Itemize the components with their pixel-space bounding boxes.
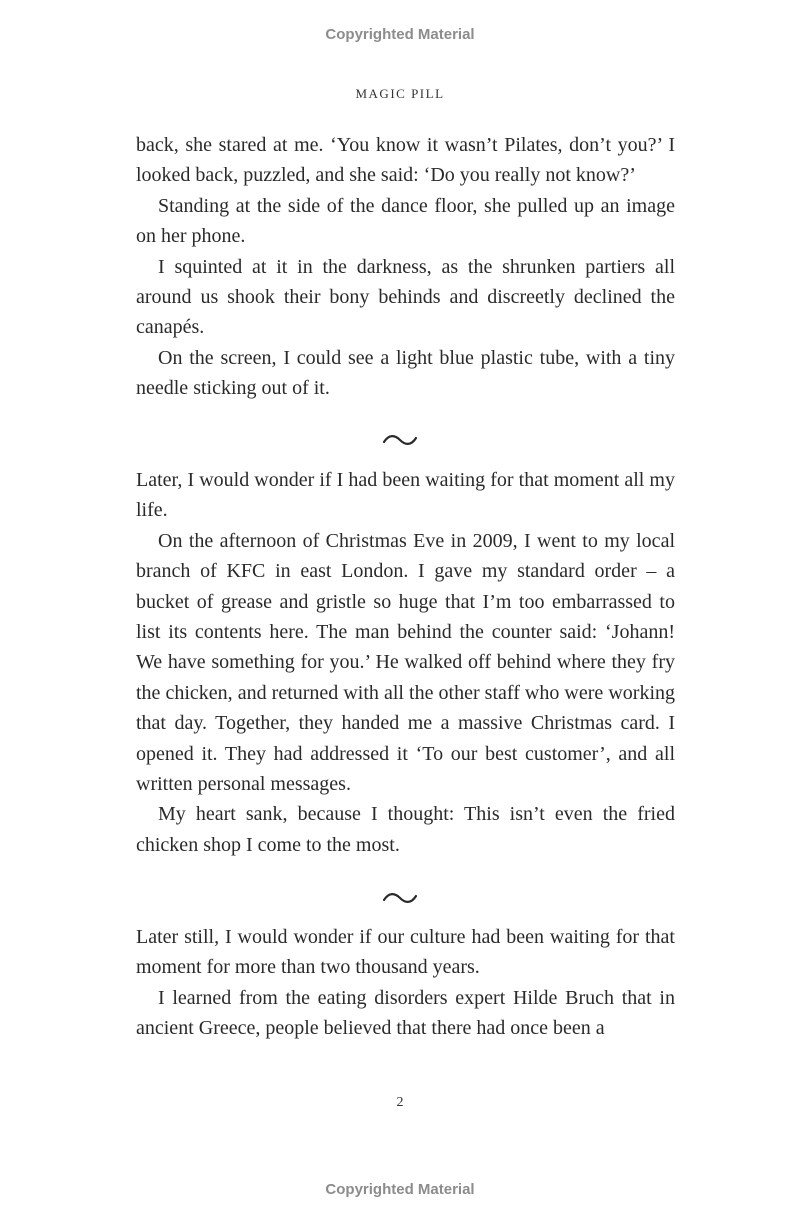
tilde-ornament-icon xyxy=(380,888,420,908)
section-1 xyxy=(136,130,675,404)
paragraph: On the screen, I could see a light blue plastic tube, with a tiny needle sticking out of it. xyxy=(136,346,675,400)
copyright-watermark-bottom: Copyrighted Material xyxy=(325,1181,475,1198)
paragraph: My heart sank, because I thought: This isn’t even the fried chicken shop I come to the most. xyxy=(136,803,675,856)
section-break xyxy=(0,430,800,454)
paragraph: I squinted at it in the darkness, as the shrunken partiers all around us shook their bony behinds and discreetly declined the canapés. xyxy=(136,255,675,339)
paragraph: Later still, I would wonder if our culture had been waiting for that moment for more than two thousand years. xyxy=(136,926,675,979)
running-head: MAGIC PILL xyxy=(355,86,445,101)
section-2 xyxy=(136,465,675,860)
paragraph: I learned from the eating disorders expert Hilde Bruch that in ancient Greece, people believed that there had once been a xyxy=(136,986,675,1040)
paragraph: Standing at the side of the dance floor, she pulled up an image on her phone. xyxy=(136,194,675,248)
copyright-watermark-top: Copyrighted Material xyxy=(325,26,475,43)
paragraph: On the afternoon of Christmas Eve in 2009, I went to my local branch of KFC in east London. I gave my standard order – a bucket of grease and gristle so huge that I’m too embarrassed to list its contents here. The man behind the counter said: ‘Johann! We have something for you.’ He walked off behind where they fry the chicken, and returned with all the other staff who were working that day. Together, they handed me a massive Christmas card. I opened it. They had addressed it ‘To our best customer’, and all written personal messages. xyxy=(136,529,675,796)
paragraph: Later, I would wonder if I had been waiting for that moment all my life. xyxy=(136,469,675,522)
tilde-ornament-icon xyxy=(380,430,420,450)
paragraph: back, she stared at me. ‘You know it wasn’t Pilates, don’t you?’ I looked back, puzzled, and she said: ‘Do you really not know?’ xyxy=(136,134,675,187)
section-3 xyxy=(136,922,675,1044)
section-break xyxy=(0,888,800,912)
page-number: 2 xyxy=(396,1095,404,1110)
